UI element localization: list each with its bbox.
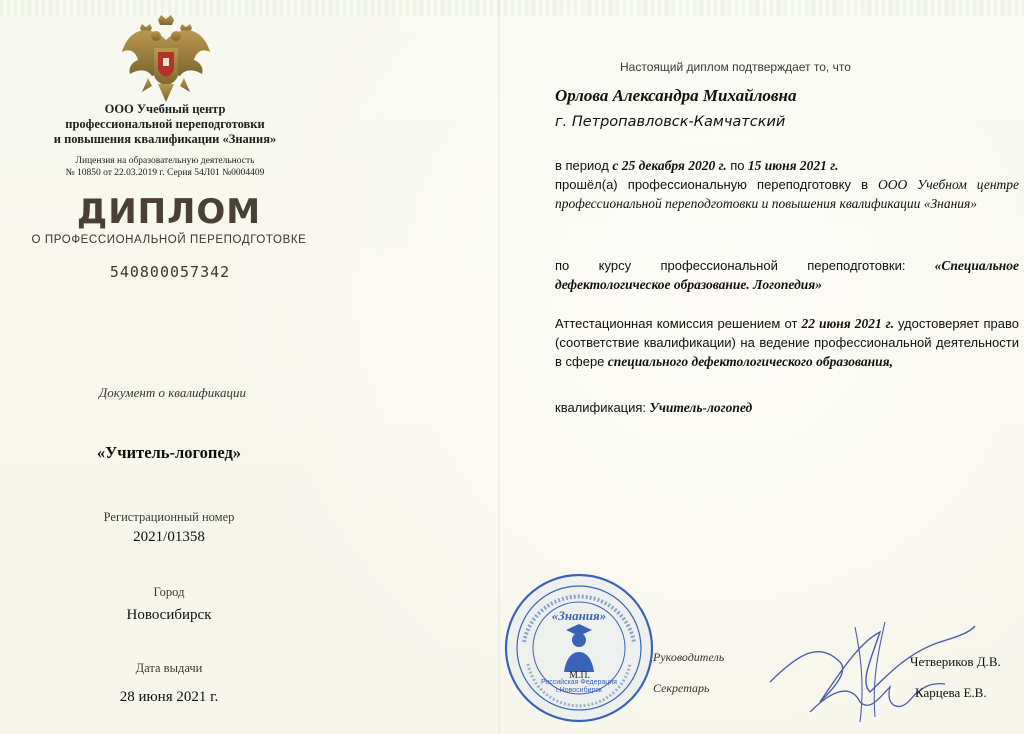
passed-text: прошёл(а) профессиональную переподготовку в — [555, 177, 869, 192]
license-line-1: Лицензия на образовательную деятельность — [75, 156, 255, 166]
period-to-word: по — [730, 158, 745, 173]
qualification-label: квалификация: — [555, 400, 647, 415]
org-line-2: профессиональной переподготовки — [65, 117, 265, 131]
commission-text-2: удостоверяет право (соответствие квалификации) на ведение профессиональной деятельности в сфере — [555, 316, 1020, 369]
course-info — [555, 256, 1019, 294]
secretary-name: Карцева Е.В. — [915, 685, 987, 700]
period-from-word: с — [612, 158, 619, 173]
license-info — [0, 155, 330, 179]
license-line-2: № 10850 от 22.03.2019 г. Серия 54Л01 №0004409 — [65, 168, 265, 178]
registration-number-label: Регистрационный номер — [103, 510, 235, 524]
issue-date-label: Дата выдачи — [135, 661, 203, 675]
stamp-place-mark: М.П. — [569, 670, 591, 681]
passed-training — [555, 175, 1019, 213]
organization-name — [0, 102, 330, 147]
city-label: Город — [153, 585, 185, 599]
qualification-line — [555, 398, 1019, 417]
round-seal-stamp — [500, 572, 658, 724]
recipient-name: Орлова Александра Михайловна — [555, 86, 797, 105]
recipient-city: г. Петропавловск-Камчатский — [555, 114, 786, 130]
commission-date: 22 июня 2021 г. — [801, 316, 894, 331]
course-name: «Специальное дефектологическое образование. Логопедия» — [555, 258, 1019, 292]
commission-decision — [555, 314, 1019, 371]
confirmation-text: Настоящий диплом подтверждает то, что — [620, 60, 851, 74]
head-name: Четвериков Д.В. — [910, 654, 1001, 669]
study-period — [555, 156, 1019, 175]
commission-text-1: Аттестационная комиссия решением от — [555, 316, 798, 331]
handwritten-signature — [760, 612, 980, 730]
period-to: 15 июня 2021 г. — [747, 158, 839, 173]
qualification-value: Учитель-логопед — [649, 400, 753, 415]
stamp-city: г.Новосибирск — [556, 687, 602, 694]
diploma-title: ДИПЛОМ — [76, 192, 262, 232]
stamp-center-word: «Знания» — [551, 608, 607, 623]
period-from: 25 декабря 2020 г. — [621, 158, 727, 173]
diploma-subtitle: О ПРОФЕССИОНАЛЬНОЙ ПЕРЕПОДГОТОВКЕ — [31, 234, 307, 246]
issue-date: 28 июня 2021 г. — [119, 689, 219, 705]
passed-org: ООО Учебном центре профессиональной переподготовки и повышения квалификации «Знания» — [555, 177, 1020, 211]
qualification-title: «Учитель-логопед» — [96, 443, 242, 462]
course-text: по курсу профессиональной переподготовки: — [555, 258, 906, 273]
city-value: Новосибирск — [126, 607, 212, 623]
stamp-country: Российская Федерация — [541, 679, 617, 686]
org-line-1: ООО Учебный центр — [104, 102, 226, 116]
qualification-doc-label: Документ о квалификации — [99, 385, 246, 400]
registration-number: 2021/01358 — [133, 529, 205, 545]
coat-of-arms-emblem — [118, 12, 214, 106]
head-role-label: Руководитель — [653, 650, 725, 664]
org-line-3: и повышения квалификации «Знания» — [53, 132, 277, 146]
commission-sphere: специального дефектологического образования, — [607, 354, 893, 369]
secretary-role-label: Секретарь — [653, 681, 710, 695]
serial-number: 540800057342 — [109, 263, 231, 281]
period-prefix: в период — [555, 158, 613, 173]
